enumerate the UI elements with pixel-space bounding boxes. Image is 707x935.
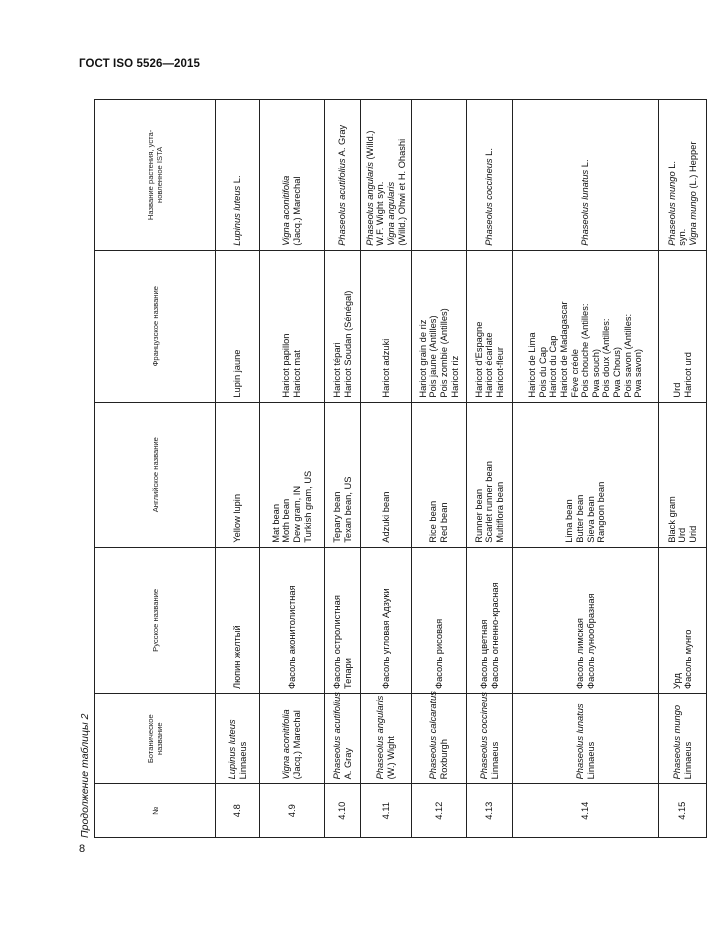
english-name: Adzuki bean — [380, 491, 391, 543]
cell-english — [260, 402, 325, 547]
english-name: Rangoon bean — [596, 481, 607, 543]
col-header-no: № — [95, 784, 216, 838]
french-name: Haricot du Cap — [548, 335, 559, 398]
cell-botanical — [260, 694, 325, 784]
table-row — [216, 100, 260, 838]
ista-name: Phaseolus mungo — [666, 171, 677, 246]
russian-name: Фасоль аконитолистная — [286, 585, 297, 689]
botanical-genus: Phaseolus acutifolius — [331, 692, 342, 780]
cell-russian — [361, 547, 412, 693]
cell-botanical — [659, 694, 707, 784]
french-name: Haricot de Madagascar — [559, 301, 570, 398]
english-name: Red bean — [439, 502, 449, 543]
cell-botanical — [513, 694, 659, 784]
english-name: Lima bean — [564, 499, 575, 543]
cell-russian — [513, 547, 659, 693]
table-row — [412, 100, 467, 838]
french-name: Pwa souch) — [590, 349, 601, 398]
russian-name: Фасоль рисовая — [433, 618, 444, 689]
cell-botanical — [412, 691, 467, 784]
english-name: Runner bean — [473, 488, 484, 543]
cell-ista — [216, 100, 260, 251]
col-header-russian: Русское название — [95, 547, 216, 693]
french-name: Haricot grain de riz — [417, 319, 428, 398]
french-name: Pwa savon) — [633, 349, 644, 398]
russian-name: Фасоль мунго — [682, 629, 693, 689]
botanical-author: Linnaeus — [585, 741, 596, 780]
table-row — [361, 100, 412, 838]
ista-name: Phaseolus acutifolius — [337, 158, 348, 246]
russian-name: Фасоль угловая Адзуки — [380, 588, 391, 689]
cell-russian — [260, 547, 325, 693]
french-name: Haricot Soudan (Sénégal) — [342, 290, 353, 398]
english-name: Scarlet runner bean — [484, 461, 495, 543]
cell-russian — [467, 547, 513, 693]
cell-ista — [659, 100, 707, 251]
ista-authority: L. — [484, 148, 495, 159]
french-name: Haricot tépari — [331, 342, 342, 398]
cell-no: 4.11 — [361, 784, 412, 838]
french-name: Fève créole — [569, 349, 580, 398]
cell-russian — [325, 547, 361, 693]
cell-french — [467, 250, 513, 402]
cell-russian — [216, 547, 260, 693]
cell-russian — [412, 547, 467, 693]
cell-french — [361, 250, 412, 402]
cell-french — [325, 250, 361, 402]
page-number: 8 — [79, 843, 86, 855]
french-name: Pois doux (Antilles: — [601, 318, 612, 398]
ista-name: Phaseolus coccineus — [484, 158, 495, 246]
botanical-genus: Phaseolus angularis — [375, 695, 386, 780]
english-name: Dew gram, IN — [292, 485, 302, 543]
col-header-french: Французское название — [95, 250, 216, 402]
cell-english — [325, 402, 361, 547]
botanical-author: A. Gray — [342, 747, 353, 780]
english-name: Rice bean — [428, 500, 439, 543]
ista-synonym-note: syn. — [677, 228, 688, 246]
french-name: Haricot riz — [449, 355, 460, 398]
botanical-author: Linnaeus — [237, 741, 248, 780]
cell-french — [659, 250, 707, 402]
english-name: Multiflora bean — [494, 481, 505, 543]
cell-russian — [659, 547, 707, 693]
cell-ista — [325, 100, 361, 251]
cell-no: 4.13 — [467, 784, 513, 838]
ista-synonym-name: Vigna angularis — [386, 181, 396, 246]
ista-authority: L. — [232, 175, 243, 186]
french-name: Urd — [671, 382, 682, 398]
botanical-genus: Phaseolus mungo — [671, 704, 682, 780]
table-row — [325, 100, 361, 838]
cell-english — [216, 402, 260, 547]
cell-botanical — [325, 694, 361, 784]
ista-synonym-authority: (L.) Hepper — [687, 141, 698, 192]
english-name: Urid — [687, 525, 698, 543]
col-header-english: Английское название — [95, 402, 216, 547]
french-name: Pois chouche (Antilles: — [580, 303, 591, 398]
ista-name: Phaseolus lunatus — [580, 169, 591, 246]
ista-name: Lupinus luteus — [232, 185, 243, 246]
english-name: Moth bean — [281, 498, 292, 543]
cell-ista — [361, 100, 412, 251]
french-name: Lupin jaune — [232, 349, 243, 398]
russian-name: Урд — [671, 673, 682, 689]
cell-ista — [467, 100, 513, 251]
english-name: Sieva bean — [585, 496, 596, 543]
cell-no: 4.15 — [659, 784, 707, 838]
botanical-author: (W.) Wight — [386, 736, 396, 780]
cell-no: 4.14 — [513, 784, 659, 838]
col-header-ista — [95, 100, 216, 251]
ista-name: Phaseolus angularis — [364, 162, 375, 246]
botanical-genus: Phaseolus calcaratus — [428, 691, 439, 780]
french-name: Haricot d’Espagne — [473, 321, 484, 398]
cell-no: 4.12 — [412, 784, 467, 838]
french-name: Haricot urd — [682, 352, 693, 398]
english-name: Tepary bean — [331, 491, 342, 543]
french-name: Haricot mat — [292, 350, 302, 398]
english-name: Texan bean, US — [342, 476, 353, 543]
landscape-table-area — [76, 83, 698, 838]
table-header-row — [95, 100, 216, 838]
russian-name: Тепари — [342, 658, 353, 689]
cell-botanical — [467, 694, 513, 784]
cell-botanical — [216, 694, 260, 784]
table-continuation-caption: Продолжение таблицы 2 — [79, 713, 91, 838]
table-row — [659, 100, 707, 838]
botanical-genus: Vigna aconitifolia — [281, 709, 292, 780]
russian-name: Люпин желтый — [232, 625, 243, 689]
english-name: Mat bean — [270, 503, 281, 543]
french-name: Haricot écarlate — [484, 332, 495, 398]
russian-name: Фасоль огненно-красная — [489, 582, 500, 689]
ista-authority: A. Gray — [337, 124, 348, 159]
french-name: Pois du Cap — [537, 346, 548, 398]
cell-ista — [260, 100, 325, 251]
russian-name: Фасоль лимская — [574, 618, 585, 689]
botanical-author: Linnaeus — [489, 741, 500, 780]
botanical-genus: Phaseolus coccineus — [478, 692, 489, 780]
french-name: Haricot adzuki — [380, 338, 391, 398]
french-name: Pois savon (Antilles: — [622, 313, 633, 398]
ista-authority: (Jacq.) Marechal — [292, 176, 302, 246]
french-name: Haricot papillon — [281, 333, 292, 398]
ista-synonym-note: W.F. Wight syn. — [375, 181, 386, 246]
cell-botanical — [361, 694, 412, 784]
french-name: Haricot de Lima — [527, 332, 538, 398]
table-row — [467, 100, 513, 838]
cell-english — [412, 402, 467, 547]
botanical-author: (Jacq.) Marechal — [292, 710, 302, 780]
cell-ista — [412, 100, 467, 251]
cell-ista — [513, 100, 659, 251]
ista-synonym-authority: (Willd.) Ohwi et H. Ohashi — [396, 138, 407, 246]
cell-no: 4.8 — [216, 784, 260, 838]
english-name: Turkish gram, US — [302, 470, 313, 543]
col-header-ista-line1: Название растения, уста- — [146, 129, 155, 221]
cell-french — [260, 250, 325, 402]
french-name: Pois jaune (Antilles) — [428, 315, 439, 398]
cell-french — [513, 250, 659, 402]
botanical-author: Roxburgh — [439, 739, 449, 780]
cell-french — [216, 250, 260, 402]
ista-synonym-name: Vigna mungo — [687, 191, 698, 246]
plant-names-table — [94, 99, 707, 838]
ista-authority: (Willd.) — [364, 130, 375, 163]
botanical-genus: Phaseolus lunatus — [574, 703, 585, 780]
russian-name: Фасоль цветная — [478, 619, 489, 689]
cell-no: 4.10 — [325, 784, 361, 838]
ista-name: Vigna aconitifolia — [281, 175, 292, 246]
cell-english — [659, 402, 707, 547]
cell-no: 4.9 — [260, 784, 325, 838]
col-header-ista-line2: новленное ISTA — [155, 146, 164, 203]
table-row — [513, 100, 659, 838]
cell-english — [513, 402, 659, 547]
russian-name: Фасоль остролистная — [331, 595, 342, 689]
botanical-genus: Lupinus luteus — [226, 719, 237, 780]
english-name: Yellow lupin — [232, 493, 243, 543]
col-header-botanical: Ботаническое название — [95, 694, 216, 784]
english-name: Black gram — [666, 496, 677, 543]
ista-authority: L. — [580, 159, 591, 170]
russian-name: Фасоль лунообразная — [585, 593, 596, 689]
french-name: Pois zombie (Antilles) — [439, 308, 449, 398]
table-row — [260, 100, 325, 838]
botanical-author: Linnaeus — [682, 741, 693, 780]
document-header: ГОСТ ISO 5526—2015 — [79, 58, 201, 70]
french-name: Haricot-fleur — [494, 346, 505, 398]
cell-english — [361, 402, 412, 547]
english-name: Butter bean — [574, 494, 585, 543]
english-name: Urd — [677, 527, 688, 543]
french-name: Pwa Chous) — [611, 346, 622, 398]
cell-french — [412, 250, 467, 402]
ista-authority: L. — [666, 161, 677, 172]
cell-english — [467, 402, 513, 547]
